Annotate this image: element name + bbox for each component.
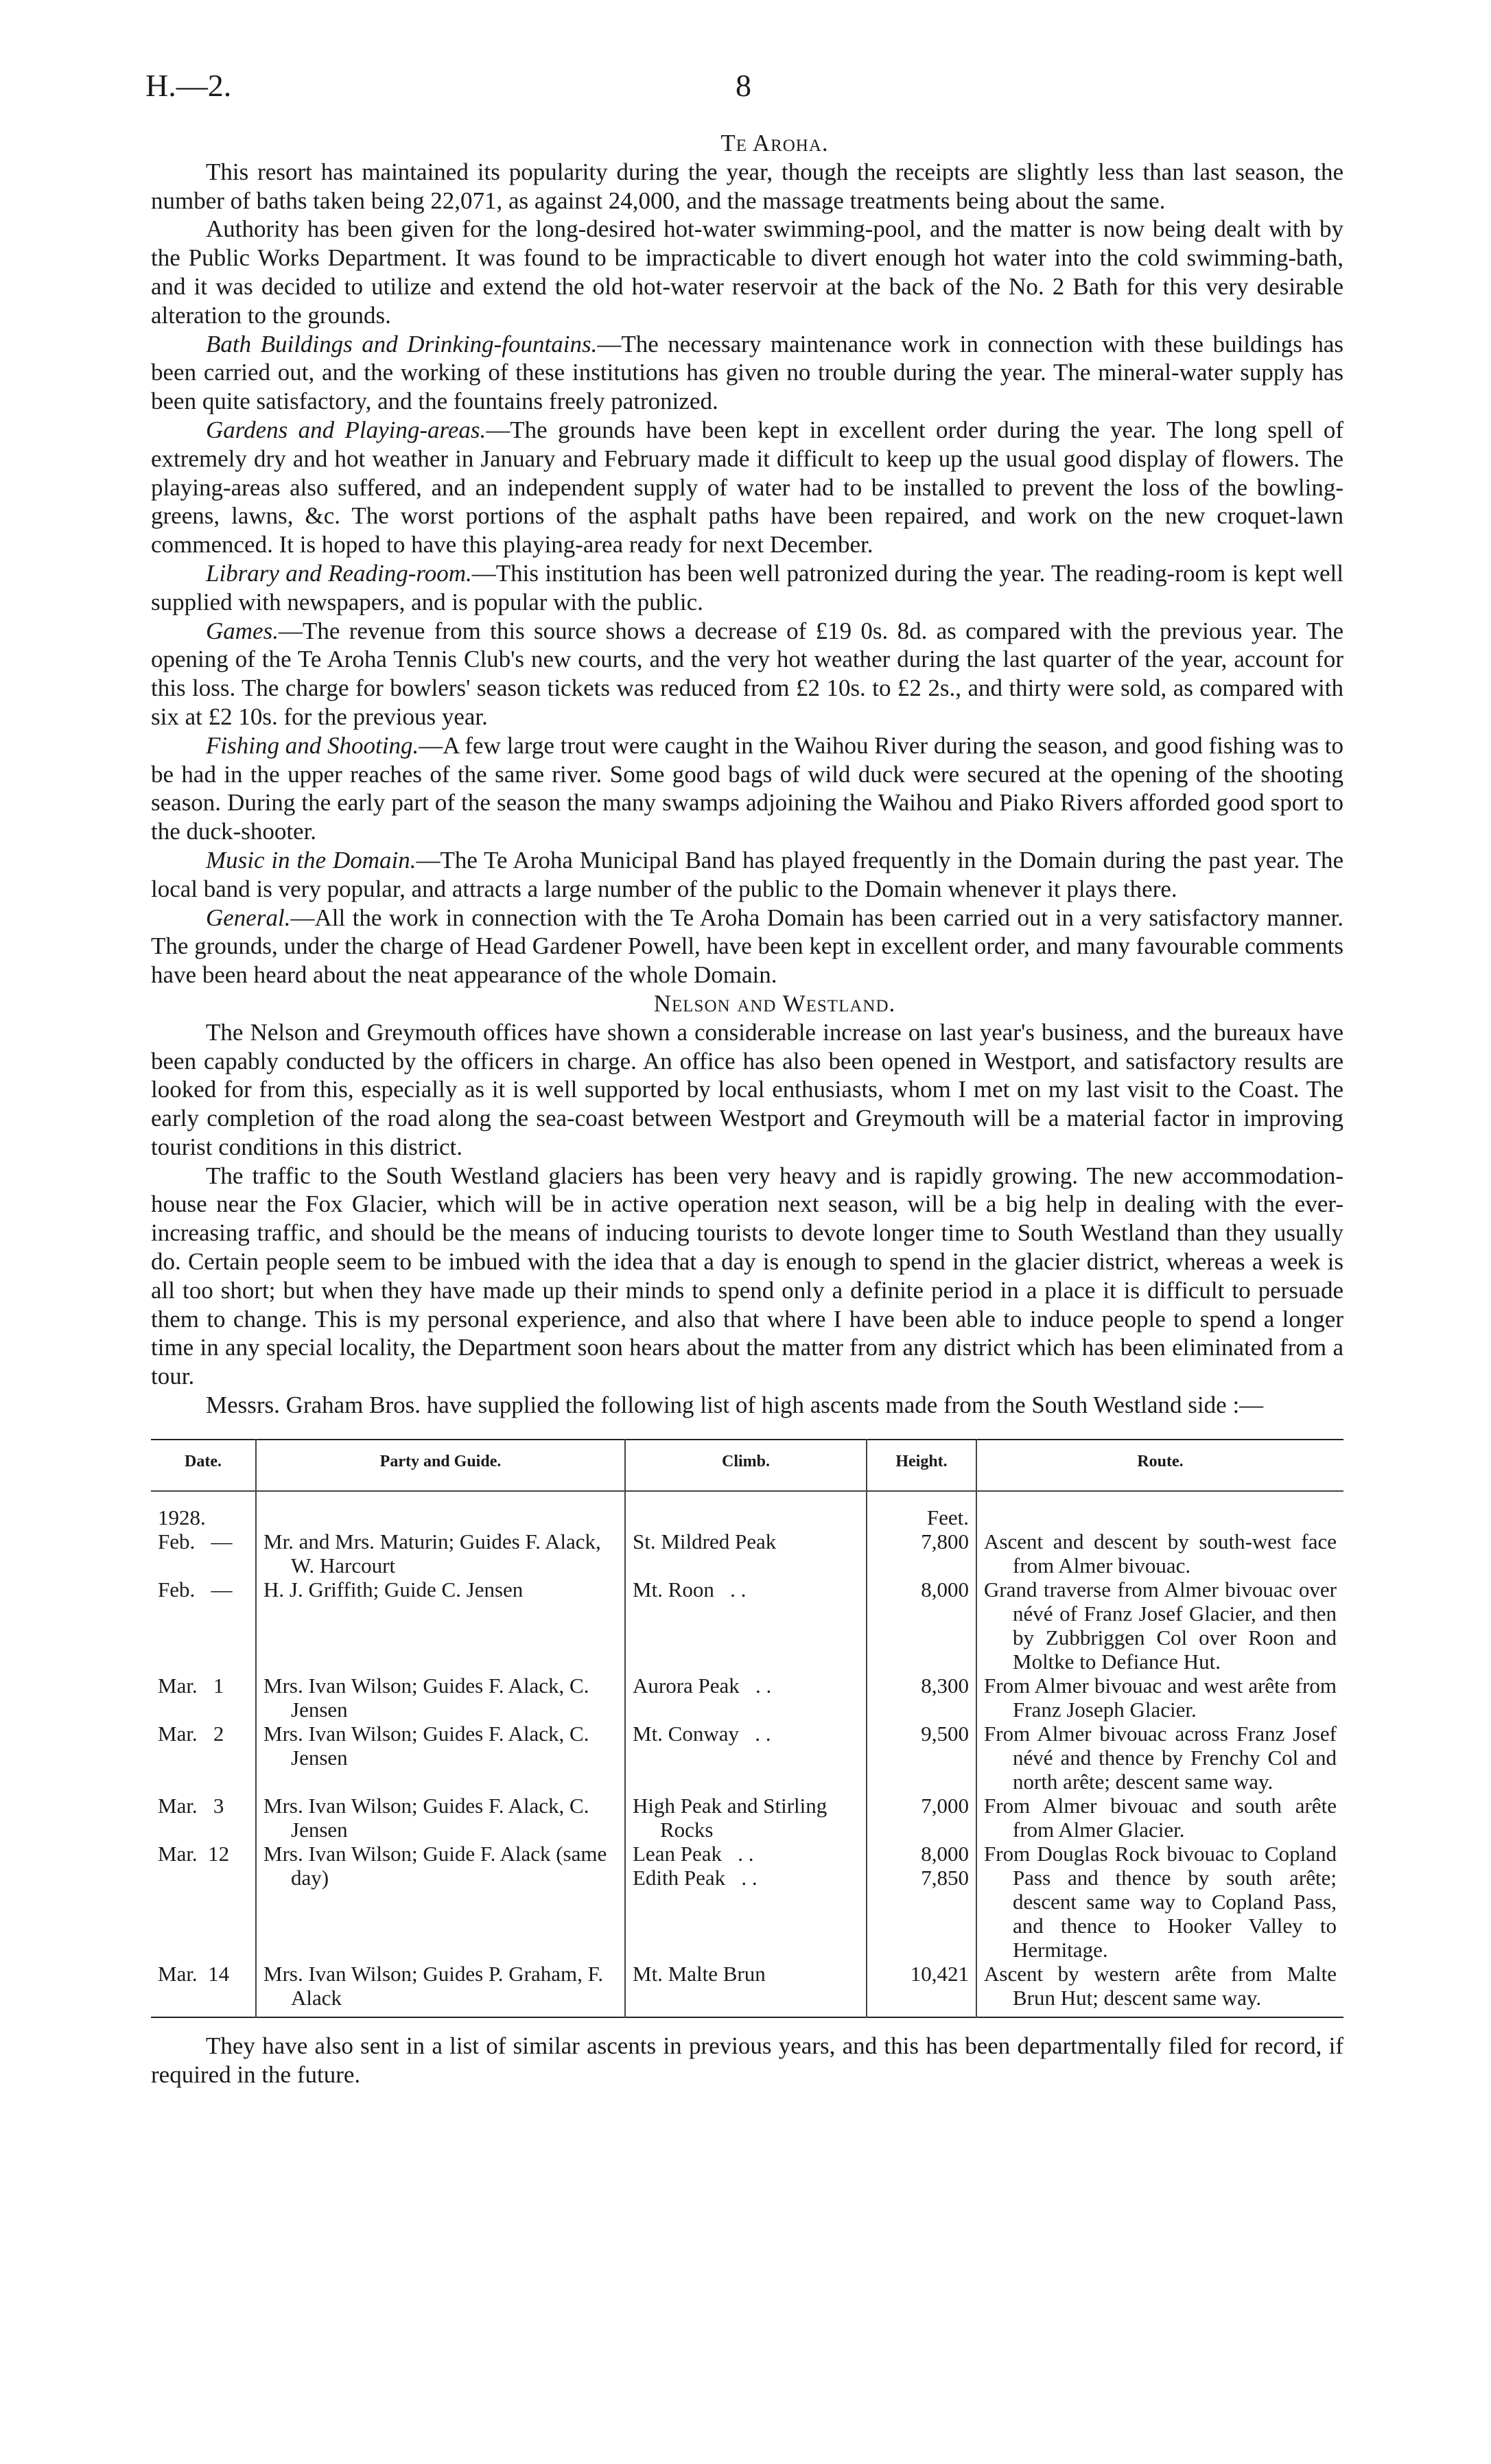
- paragraph-gardens: [151, 416, 1343, 559]
- table-row: [151, 1577, 1343, 1674]
- cell-climb: Mt. Conway . .: [625, 1722, 867, 1794]
- cell-date: Mar. 14: [158, 1961, 230, 1986]
- paragraph-text: —All the work in connection with the Te Aroha Domain has been carried out in a very satisfactory manner. The grounds, under the charge of Head Gardener Powell, have been kept in excellent order, and many favourable comments have been heard about the neat appearance of the whole Domain.: [151, 904, 1343, 989]
- cell-height: 10,421: [867, 1962, 976, 2017]
- column-header-route: Route.: [976, 1440, 1343, 1491]
- cell-date: Mar. 1: [158, 1673, 224, 1698]
- cell-party: Mrs. Ivan Wilson; Guides P. Graham, F. Alack: [256, 1962, 625, 2017]
- column-header-height: Height.: [867, 1440, 976, 1491]
- subheading: Library and Reading-room.: [206, 559, 472, 587]
- paragraph: Authority has been given for the long-desired hot-water swimming-pool, and the matter is now being dealt with by the Public Works Department. It was found to be impracticable to divert enough hot water into the cold swimming-bath, and it was decided to utilize and extend the old hot-water reservoir at the back of the No. 2 Bath for this very desirable alteration to the grounds.: [151, 215, 1343, 329]
- cell-date: Mar. 2: [158, 1721, 224, 1746]
- table-row: [151, 1674, 1343, 1722]
- paragraph: Messrs. Graham Bros. have supplied the following list of high ascents made from the South Westland side :—: [206, 1392, 1264, 1419]
- cell-height: 8,000: [867, 1577, 976, 1674]
- cell-height: 9,500: [867, 1722, 976, 1794]
- body-text: [151, 129, 1343, 2089]
- section-heading-nelson-westland: Nelson and Westland.: [653, 989, 896, 1017]
- paragraph-text: —The revenue from this source shows a decrease of £19 0s. 8d. as compared with the previous year. The opening of the Te Aroha Tennis Club's new courts, and the very hot weather during the last quarter of the year, account for this loss. The charge for bowlers' season tickets was reduced from £2 10s. to £2 2s., and thirty were sold, as compared with six at £2 10s. for the previous year.: [151, 617, 1343, 730]
- paragraph-library: [151, 559, 1343, 617]
- column-header-climb: Climb.: [625, 1440, 867, 1491]
- section-heading-te-aroha: Te Aroha.: [720, 130, 829, 156]
- cell-route: Ascent and descent by south-west face from Almer bivouac.: [976, 1529, 1343, 1577]
- table-row: [151, 1722, 1343, 1794]
- cell-climb: High Peak and Stirling Rocks: [625, 1794, 867, 1842]
- cell-climb: Mt. Malte Brun: [625, 1962, 867, 2017]
- closing-paragraph: They have also sent in a list of similar ascents in previous years, and this has been departmentally filed for record, if required in the future.: [151, 2032, 1343, 2088]
- cell-date: Mar. 12: [158, 1841, 230, 1866]
- climb-line: Edith Peak . .: [633, 1865, 758, 1890]
- paragraph-bath-buildings: [151, 330, 1343, 416]
- cell-climb: Aurora Peak . .: [625, 1674, 867, 1722]
- subheading: Bath Buildings and Drinking-fountains.: [206, 330, 598, 357]
- cell-height: [867, 1842, 976, 1962]
- subheading: Gardens and Playing-areas.: [206, 416, 486, 443]
- table-header-row: [151, 1440, 1343, 1491]
- cell-date: Feb. —: [158, 1529, 233, 1553]
- cell-route: From Almer bivouac across Franz Josef névé and thence by Frenchy Col and north arête; descent same way.: [976, 1722, 1343, 1794]
- paragraph-text: —This institution has been well patronized during the year. The reading-room is kept well supplied with newspapers, and is popular with the public.: [151, 559, 1343, 615]
- cell-party: Mr. and Mrs. Maturin; Guides F. Alack, W. Harcourt: [256, 1529, 625, 1577]
- cell-route: From Almer bivouac and west arête from Franz Joseph Glacier.: [976, 1674, 1343, 1722]
- paragraph-text: —The Te Aroha Municipal Band has played frequently in the Domain during the past year. The local band is very popular, and attracts a large number of the public to the Domain whenever it plays there.: [151, 846, 1344, 902]
- paragraph-text: —A few large trout were caught in the Waihou River during the season, and good fishing was to be had in the upper reaches of the same river. Some good bags of wild duck were secured at the opening of the shooting season. During the early part of the season the many swamps adjoining the Waihou and Piako Rivers afforded good sport to the duck-shooter.: [151, 731, 1343, 845]
- page-number: 8: [736, 68, 751, 103]
- cell-route: From Almer bivouac and south arête from Almer Glacier.: [976, 1794, 1343, 1842]
- subheading: Music in the Domain.: [206, 846, 416, 873]
- cell-date: Mar. 3: [158, 1793, 224, 1818]
- subheading: Games.: [206, 617, 279, 644]
- cell-height: 7,800: [867, 1529, 976, 1577]
- paragraph-text: —The necessary maintenance work in connection with these buildings has been carried out, and the working of these institutions has given no trouble during the year. The mineral-water supply has been quite satisfactory, and the fountains freely patronized.: [151, 330, 1343, 415]
- cell-height: 8,300: [867, 1674, 976, 1722]
- cell-date: Feb. —: [158, 1577, 233, 1601]
- table-row: [151, 1794, 1343, 1842]
- cell-climb: St. Mildred Peak: [625, 1529, 867, 1577]
- cell-party: H. J. Griffith; Guide C. Jensen: [256, 1577, 625, 1674]
- document-reference: H.—2.: [145, 68, 232, 103]
- paragraph: The traffic to the South Westland glaciers has been very heavy and is rapidly growing. The new accommodation-house near the Fox Glacier, which will be in active operation next season, will be a big help in dealing with the ever-increasing traffic, and should be the means of inducing tourists to devote longer time to South Westland than they usually do. Certain people seem to be imbued with the idea that a day is enough to spend in the glacier district, whereas a week is all too short; but when they have made up their minds to spend only a definite period in a place it is difficult to persuade them to change. This is my personal experience, and also that where I have been able to induce people to spend a longer time in any special locality, the Department soon hears about the matter from any district which has been eliminated from a tour.: [151, 1162, 1343, 1390]
- paragraph-general: [151, 904, 1343, 989]
- cell-route: Ascent by western arête from Malte Brun Hut; descent same way.: [976, 1962, 1343, 2017]
- paragraph-text: —The grounds have been kept in excellent order during the year. The long spell of extremely dry and hot weather in January and February made it difficult to keep up the usual good display of flowers. The playing-areas also suffered, and an independent supply of water had to be installed to prevent the loss of the bowling-greens, lawns, &c. The worst portions of the asphalt paths have been repaired, and work on the new croquet-lawn commenced. It is hoped to have this playing-area ready for next December.: [151, 416, 1343, 559]
- paragraph-games: [151, 617, 1343, 731]
- height-line: 8,000: [921, 1841, 969, 1866]
- height-unit: Feet.: [867, 1491, 976, 1529]
- paragraph: The Nelson and Greymouth offices have shown a considerable increase on last year's business, and the bureaux have been capably conducted by the officers in charge. An office has also been opened in Westport, and satisfactory results are looked for from this, especially as it is well supported by local enthusiasts, whom I met on my last visit to the Coast. The early completion of the road along the sea-coast between Westport and Greymouth will be a material factor in improving tourist conditions in this district.: [151, 1018, 1343, 1160]
- paragraph-fishing: [151, 731, 1343, 846]
- subheading: Fishing and Shooting.: [206, 731, 419, 759]
- cell-height: 7,000: [867, 1794, 976, 1842]
- cell-party: Mrs. Ivan Wilson; Guides F. Alack, C. Jensen: [256, 1674, 625, 1722]
- cell-route: Grand traverse from Almer bivouac over névé of Franz Josef Glacier, and then by Zubbriggen Col over Roon and Moltke to Defiance Hut.: [976, 1577, 1343, 1674]
- paragraph: This resort has maintained its popularity during the year, though the receipts are slightly less than last season, the number of baths taken being 22,071, as against 24,000, and the massage treatments being about the same.: [151, 158, 1343, 214]
- height-line: 7,850: [921, 1865, 969, 1890]
- subheading: General.: [206, 904, 291, 931]
- cell-party: Mrs. Ivan Wilson; Guide F. Alack (same day): [256, 1842, 625, 1962]
- table-row: [151, 1962, 1343, 2017]
- cell-route: From Douglas Rock bivouac to Copland Pass and thence by south arête; descent same way to Copland Pass, and thence to Hooker Valley to Hermitage.: [976, 1842, 1343, 1962]
- column-header-date: Date.: [151, 1440, 256, 1491]
- year-label: 1928.: [158, 1505, 206, 1529]
- climb-line: Lean Peak . .: [633, 1841, 754, 1866]
- cell-party: Mrs. Ivan Wilson; Guides F. Alack, C. Jensen: [256, 1722, 625, 1794]
- table-row: [151, 1491, 1343, 1529]
- cell-climb: [625, 1842, 867, 1962]
- column-header-party: Party and Guide.: [256, 1440, 625, 1491]
- ascents-table: [151, 1439, 1343, 2018]
- paragraph-music: [151, 846, 1343, 904]
- table-row: [151, 1529, 1343, 1577]
- cell-party: Mrs. Ivan Wilson; Guides F. Alack, C. Jensen: [256, 1794, 625, 1842]
- cell-climb: Mt. Roon . .: [625, 1577, 867, 1674]
- table-row: [151, 1842, 1343, 1962]
